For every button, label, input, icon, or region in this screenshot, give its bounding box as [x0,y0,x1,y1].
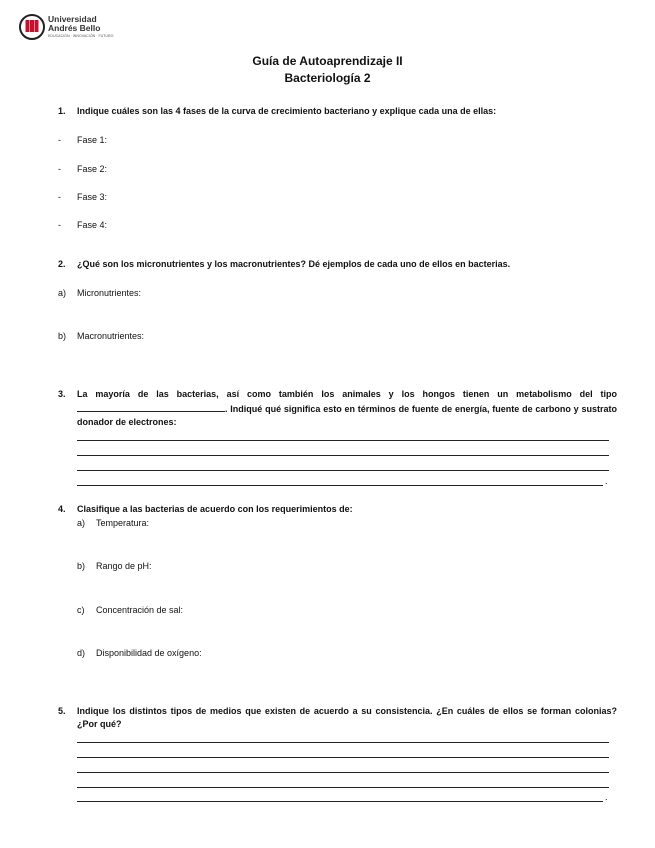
question-text [77,388,617,429]
item-marker: - [58,164,61,174]
item-marker: a) [77,518,86,528]
question-text-part2: . Indiqué qué significa esto en términos de fuente de energía, fuente de carbono y sustrato donador de electrones: [77,404,617,427]
question-number: 2. [58,259,66,269]
answer-line [77,757,609,758]
question-number: 4. [58,504,66,514]
item-label: Fase 2: [77,164,108,174]
item-marker: - [58,220,61,230]
question-number: 5. [58,706,66,716]
logo-text-line2: Andrés Bello [48,23,101,33]
logo-tagline: EDUCACIÓN · INNOVACIÓN · FUTURO [48,34,114,38]
end-period: . [605,476,608,486]
item-marker: - [58,192,61,202]
item-label: Macronutrientes: [77,331,145,341]
page-title: Guía de Autoaprendizaje II [252,54,403,68]
item-marker: - [58,135,61,145]
answer-line [77,772,609,773]
item-marker: c) [77,605,85,615]
page-subtitle: Bacteriología 2 [284,71,371,85]
item-marker: b) [58,331,67,341]
item-label: Rango de pH: [96,561,152,571]
question-text-part1: La mayoría de las bacterias, así como también los animales y los hongos tienen un metabolismo del tipo [77,389,617,399]
item-marker: d) [77,648,86,658]
end-period: . [605,792,608,802]
university-logo [19,12,129,46]
question-text: Indique los distintos tipos de medios que existen de acuerdo a su consistencia. ¿En cuáles de ellos se forman colonias? ¿Por qué? [77,706,617,729]
question-number: 1. [58,106,66,116]
item-label: Temperatura: [96,518,150,528]
question-text: Clasifique a las bacterias de acuerdo con los requerimientos de: [77,504,353,514]
fill-in-blank [77,401,225,412]
item-marker: a) [58,288,67,298]
answer-line [77,455,609,456]
item-marker: b) [77,561,86,571]
shield-icon [19,12,45,42]
item-label: Fase 1: [77,135,108,145]
item-label: Concentración de sal: [96,605,184,615]
answer-line [77,440,609,441]
item-label: Fase 3: [77,192,108,202]
question-text: ¿Qué son los micronutrientes y los macronutrientes? Dé ejemplos de cada uno de ellos en bacterias. [77,259,511,269]
answer-line [77,485,603,486]
item-label: Fase 4: [77,220,108,230]
item-label: Disponibilidad de oxígeno: [96,648,202,658]
answer-line [77,801,603,802]
answer-line [77,742,609,743]
answer-line [77,787,609,788]
question-number: 3. [58,389,66,399]
logo-text-line1: Universidad [48,14,97,24]
question-text: Indique cuáles son las 4 fases de la curva de crecimiento bacteriano y explique cada una de ellas: [77,106,497,116]
answer-line [77,470,609,471]
item-label: Micronutrientes: [77,288,142,298]
